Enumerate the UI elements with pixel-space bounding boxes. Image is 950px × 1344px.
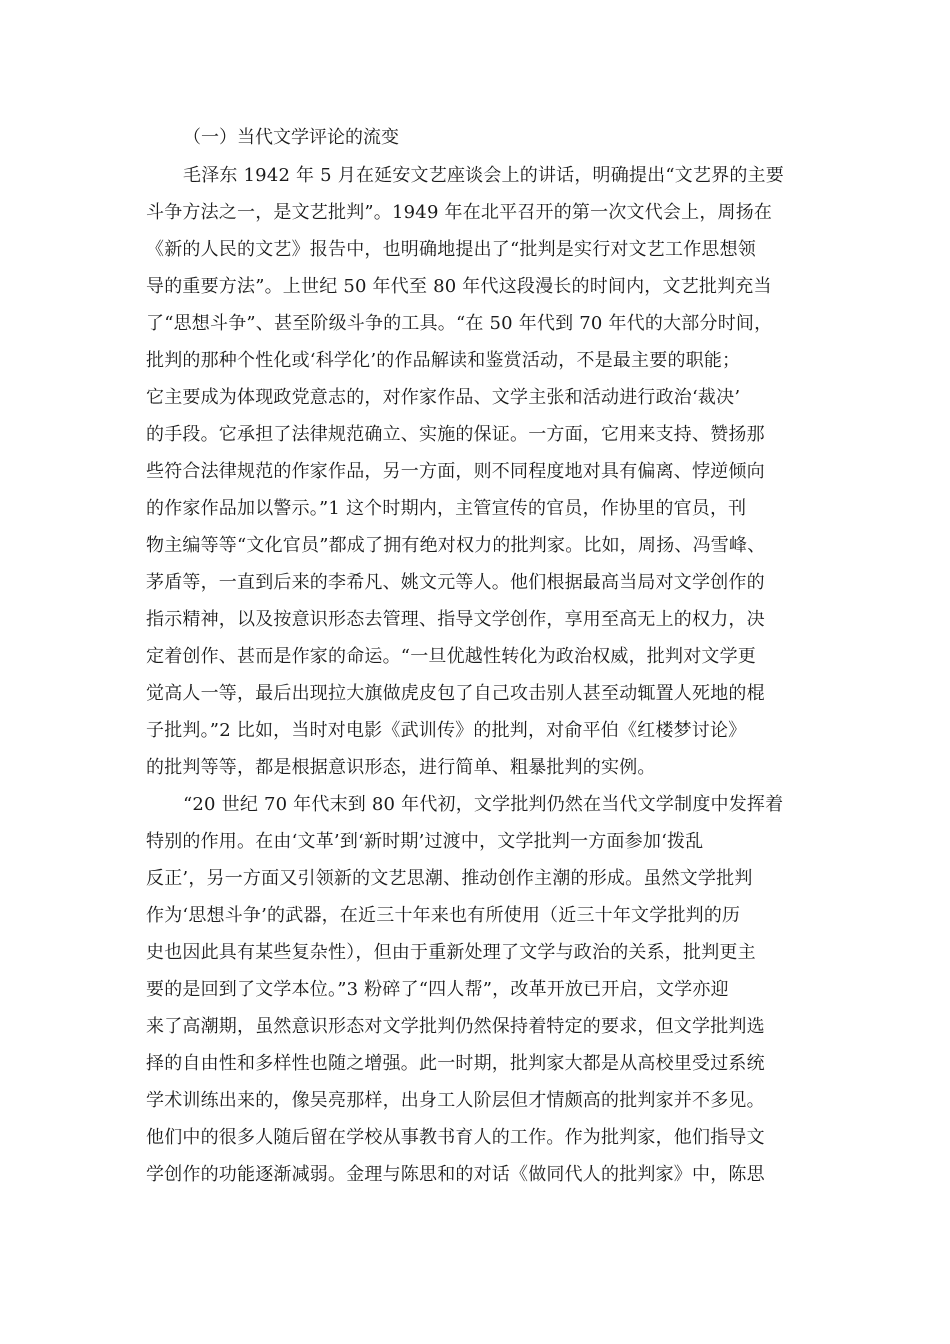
paragraph-line: 他们中的很多人随后留在学校从事教书育人的工作。作为批判家，他们指导文 (146, 1127, 765, 1148)
paragraph-line: 择的自由性和多样性也随之增强。此一时期，批判家大都是从高校里受过系统 (146, 1053, 765, 1074)
paragraph-line: 学创作的功能逐渐减弱。金理与陈思和的对话《做同代人的批判家》中，陈思 (146, 1164, 765, 1185)
paragraph-line: 要的是回到了文学本位。”3 粉碎了“四人帮”，改革开放已开启，文学亦迎 (146, 979, 729, 1000)
paragraph-line: 毛泽东 1942 年 5 月在延安文艺座谈会上的讲话，明确提出“文艺界的主要 (183, 165, 784, 186)
paragraph-line: 指示精神，以及按意识形态去管理、指导文学创作，享用至高无上的权力，决 (146, 609, 765, 630)
paragraph-line: 史也因此具有某些复杂性），但由于重新处理了文学与政治的关系，批判更主 (146, 942, 756, 963)
paragraph-line: 的批判等等，都是根据意识形态，进行简单、粗暴批判的实例。 (146, 757, 656, 778)
section-heading: （一）当代文学评论的流变 (183, 127, 399, 148)
paragraph-line: 的作家作品加以警示。”1 这个时期内，主管宣传的官员，作协里的官员，刊 (146, 498, 747, 519)
paragraph-line: 作为‘思想斗争’的武器，在近三十年来也有所使用（近三十年文学批判的历 (146, 905, 741, 926)
paragraph-line: 来了高潮期，虽然意识形态对文学批判仍然保持着特定的要求，但文学批判选 (146, 1016, 765, 1037)
paragraph-line: 的手段。它承担了法律规范确立、实施的保证。一方面，它用来支持、赞扬那 (146, 424, 765, 445)
paragraph-line: 它主要成为体现政党意志的，对作家作品、文学主张和活动进行政治‘裁决’ (146, 387, 741, 408)
paragraph-line: 物主编等等“文化官员”都成了拥有绝对权力的批判家。比如，周扬、冯雪峰、 (146, 535, 766, 556)
paragraph-line: 觉高人一等，最后出现拉大旗做虎皮包了自己攻击别人甚至动辄置人死地的棍 (146, 683, 765, 704)
paragraph-line: 了“思想斗争”、甚至阶级斗争的工具。“在 50 年代到 70 年代的大部分时间， (146, 313, 773, 334)
paragraph-line: “20 世纪 70 年代末到 80 年代初，文学批判仍然在当代文学制度中发挥着 (183, 794, 784, 815)
paragraph-line: 《新的人民的文艺》报告中，也明确地提出了“批判是实行对文艺工作思想领 (146, 239, 756, 260)
paragraph-line: 批判的那种个性化或‘科学化’的作品解读和鉴赏活动，不是最主要的职能； (146, 350, 741, 371)
paragraph-line: 斗争方法之一，是文艺批判”。1949 年在北平召开的第一次文代会上，周扬在 (146, 202, 773, 223)
paragraph-line: 定着创作、甚而是作家的命运。“一旦优越性转化为政治权威，批判对文学更 (146, 646, 756, 667)
paragraph-line: 学术训练出来的，像吴亮那样，出身工人阶层但才情颇高的批判家并不多见。 (146, 1090, 765, 1111)
paragraph-line: 些符合法律规范的作家作品，另一方面，则不同程度地对具有偏离、悖逆倾向 (146, 461, 765, 482)
paragraph-line: 茅盾等，一直到后来的李希凡、姚文元等人。他们根据最高当局对文学创作的 (146, 572, 765, 593)
paragraph-line: 子批判。”2 比如，当时对电影《武训传》的批判，对俞平伯《红楼梦讨论》 (146, 720, 747, 741)
paragraph-line: 反正’，另一方面又引领新的文艺思潮、推动创作主潮的形成。虽然文学批判 (146, 868, 753, 889)
paragraph-line: 特别的作用。在由‘文革’到‘新时期’过渡中，文学批判一方面参加‘拨乱 (146, 831, 704, 852)
paragraph-line: 导的重要方法”。上世纪 50 年代至 80 年代这段漫长的时间内，文艺批判充当 (146, 276, 772, 297)
